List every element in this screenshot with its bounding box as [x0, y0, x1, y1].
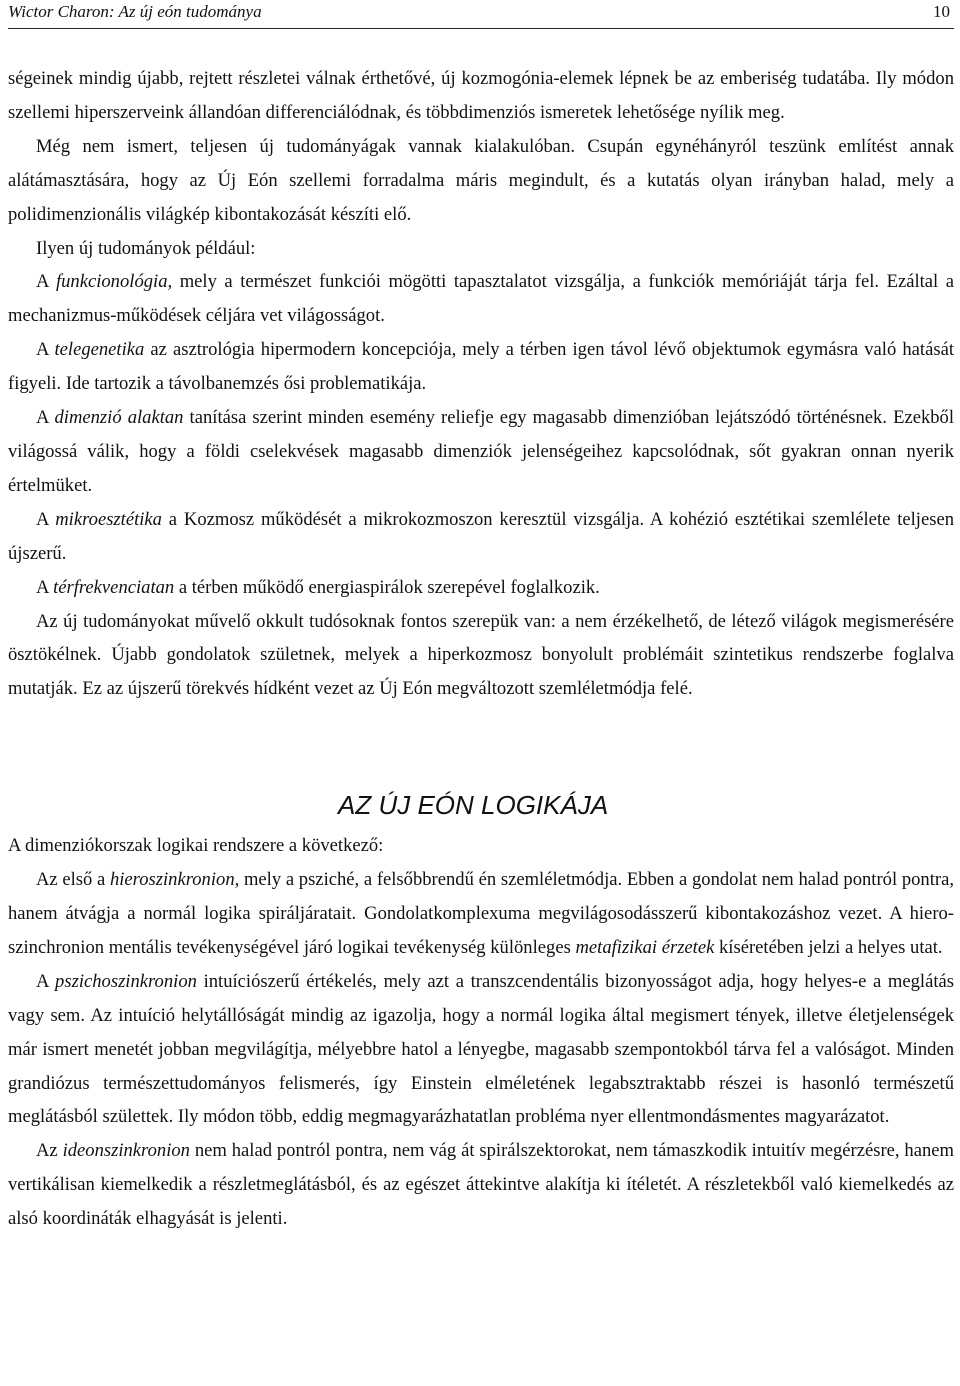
- paragraph: [8, 333, 954, 401]
- text-run: A: [36, 339, 55, 361]
- text-run: az asztrológia hipermodern koncepciója, mely a térben igen távol lévő objektumok egymásra való hatását figyeli. Ide tartozik a távolbanemzés ősi problematikája.: [8, 339, 954, 395]
- italic-term: funkcionológia,: [55, 271, 173, 293]
- italic-term: hieroszinkronion,: [109, 869, 240, 891]
- text-run: Az új tudományokat művelő okkult tudósoknak fontos szerepük van: a nem érzékelhető, de létező világok megismerésére ösztökélnek. Újabb gondolatok születnek, melyek a hiperkozmosz bonyolult problémáit szintetikus rendszerbe foglalva mutatják. Ez az újszerű törekvés hídként vezet az Új Eón megváltozott szemléletmódja felé.: [8, 610, 954, 700]
- text-run: ségeinek mindig újabb, rejtett részletei válnak érthetővé, új kozmogónia-elemek lépnek be az emberiség tudatába. Ily módon szellemi hiperszerveink állandóan differenciálódnak, és többdimenziós ismeretek lehetősége nyílik meg.: [8, 68, 954, 123]
- text-run: A: [36, 271, 56, 293]
- body-text-top: [8, 62, 954, 706]
- paragraph: [8, 62, 954, 130]
- text-run: A: [36, 407, 55, 429]
- paragraph: [8, 829, 954, 863]
- paragraph: [8, 265, 954, 333]
- text-run: A: [36, 970, 56, 992]
- paragraph: [8, 503, 954, 571]
- italic-term: pszichoszinkronion: [55, 970, 197, 992]
- text-run: nem halad pontról pontra, nem vág át spirálszektorokat, nem támaszkodik intuitív megérzésre, hanem vertikálisan kiemelkedik a részletmeglátásból, és az egészet áttekintve alakítja ki ítéletét. A részletekből való kiemelkedés az alsó koordináták elhagyását is jelenti.: [8, 1140, 954, 1230]
- text-run: Az első a: [36, 869, 110, 891]
- italic-term: dimenzió alaktan: [54, 407, 184, 429]
- header-title: Wictor Charon: Az új eón tudománya: [8, 2, 262, 21]
- text-run: Még nem ismert, teljesen új tudományágak vannak kialakulóban. Csupán egynéhányról teszünk említést annak alátámasztására, hogy az Új Eón szellemi forradalma máris megindult, és a kutatás olyan irányban halad, mely a polidimenzionális világkép kibontakozását készíti elő.: [8, 135, 954, 225]
- text-run: a térben működő energiaspirálok szerepével foglalkozik.: [174, 576, 600, 598]
- document-page: [8, 0, 954, 1386]
- paragraph: [8, 232, 954, 266]
- paragraph: [8, 1134, 954, 1236]
- text-run: A dimenziókorszak logikai rendszere a következő:: [8, 835, 384, 857]
- paragraph: [8, 571, 954, 605]
- italic-term: telegenetika: [54, 339, 145, 361]
- text-run: mely a természet funkciói mögötti tapasztalatot vizsgálja, a funkciók memóriáját tárja fel. Ezáltal a mechanizmus-működések céljára vet világosságot.: [8, 271, 954, 327]
- paragraph: [8, 965, 954, 1135]
- paragraph: [8, 863, 954, 965]
- paragraph: [8, 605, 954, 707]
- paragraph: [8, 401, 954, 503]
- text-run: A: [36, 508, 56, 530]
- text-run: tanítása szerint minden esemény reliefje egy magasabb dimenzióban lejátszódó történésnek. Ezekből világossá válik, hogy a földi cselekvések magasabb dimenziók jelenségeihez kapcsolódnak, sőt gyakran onnan nyerik értelmüket.: [8, 407, 955, 496]
- text-run: A: [36, 576, 54, 598]
- running-header: [8, 0, 954, 29]
- text-run: mely a psziché, a felsőbbrendű én szemléletmódja. Ebben a gondolat nem halad pontról pontra, hanem átvágja a normál logika spiráljáratait. Gondolatkomplexuma megvilágosodásszerű kibontakozáshoz vezet. A hiero-szinchronion mentális tevékenységével járó logikai tevékenység különleges: [8, 869, 954, 958]
- text-run: kíséretében jelzi a helyes utat.: [714, 936, 943, 958]
- italic-term: ideonszinkronion: [62, 1140, 190, 1162]
- text-run: Az: [36, 1140, 63, 1162]
- italic-term: metafizikai érzetek: [575, 936, 715, 958]
- body-text-bottom: [8, 829, 954, 1236]
- italic-term: térfrekvenciatan: [53, 576, 175, 598]
- text-run: intuíciószerű értékelés, mely azt a transzcendentális bizonyosságot adja, hogy helyes-e a meglátás vagy sem. Az intuíció helytállóságát mindig az igazolja, hogy a normál logika által megismert tények, illetve életjelenségek már ismert menetét jobban megvilágítja, mélyebbre hatol a lényegbe, magasabb szempontokból tárva fel a valóságot. Minden grandiózus természettudományos felismerés, így Einstein elméletének legabsztraktabb részei is hasonló természetű meglátásból születtek. Ily módon több, eddig megmagyarázhatatlan probléma nyer ellentmondásmentes magyarázatot.: [8, 970, 954, 1128]
- italic-term: mikroesztétika: [55, 508, 162, 530]
- text-run: Ilyen új tudományok például:: [36, 237, 256, 259]
- section-heading: AZ ÚJ EÓN LOGIKÁJA: [338, 790, 609, 821]
- paragraph: [8, 130, 954, 232]
- text-run: a Kozmosz működését a mikrokozmoszon keresztül vizsgálja. A kohézió esztétikai szemlélete teljesen újszerű.: [8, 508, 954, 564]
- page-number: 10: [933, 2, 950, 21]
